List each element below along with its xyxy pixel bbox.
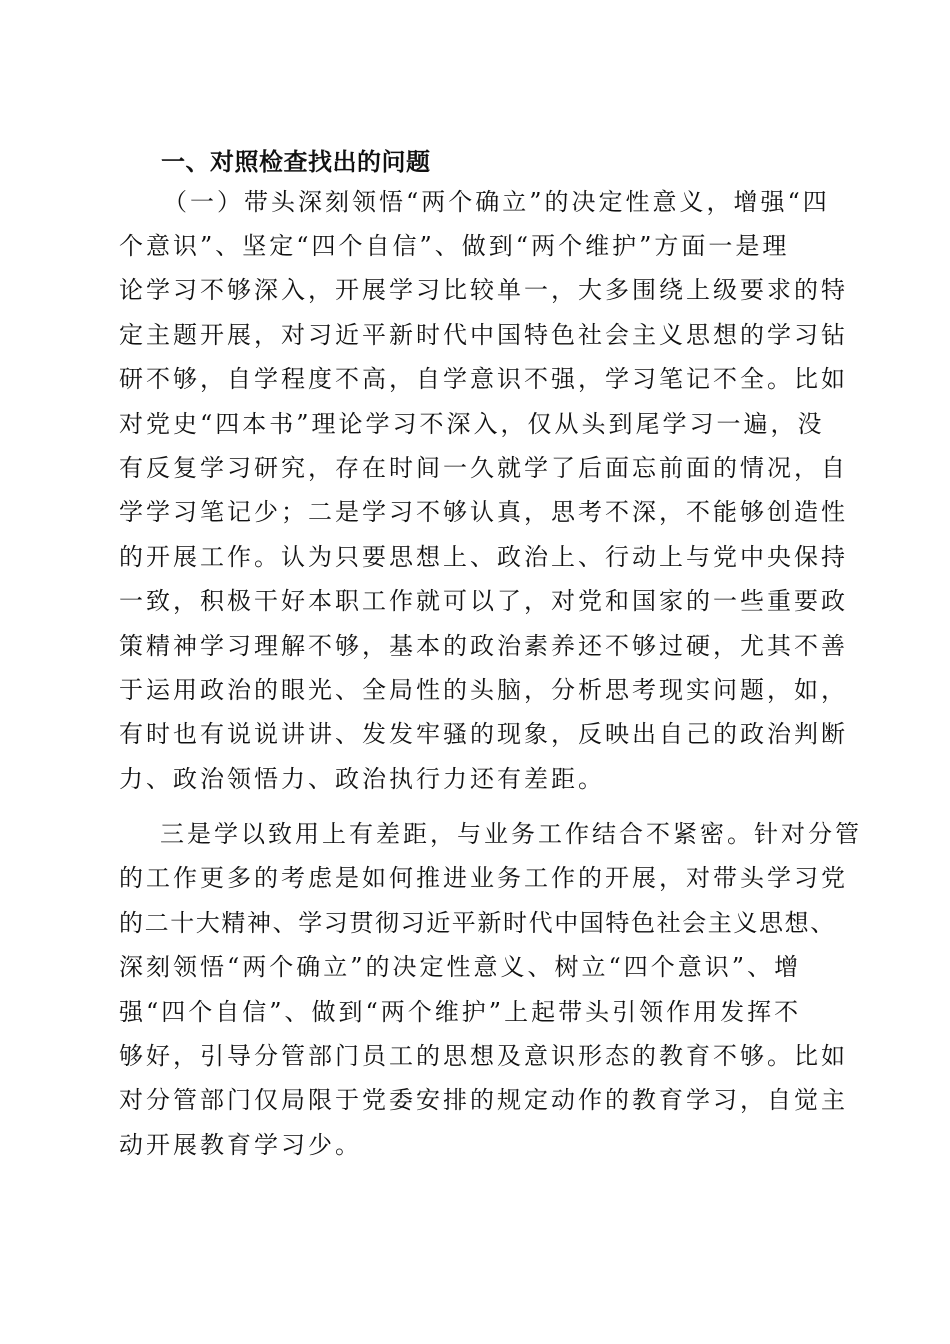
text-line: 动开展教育学习少。 xyxy=(119,1131,362,1159)
text-line: 有反复学习研究，存在时间一久就学了后面忘前面的情况，自 xyxy=(119,454,848,482)
text-line: 一致，积极干好本职工作就可以了，对党和国家的一些重要政 xyxy=(119,587,848,615)
text-line: 的开展工作。认为只要思想上、政治上、行动上与党中央保持 xyxy=(119,543,848,571)
text-line: 够好，引导分管部门员工的思想及意识形态的教育不够。比如 xyxy=(119,1042,848,1070)
text-line: 于运用政治的眼光、全局性的头脑，分析思考现实问题，如， xyxy=(119,676,848,704)
text-line: 对党史“四本书”理论学习不深入，仅从头到尾学习一遍，没 xyxy=(119,410,825,438)
text-line: 论学习不够深入，开展学习比较单一，大多围绕上级要求的特 xyxy=(119,276,848,304)
section-heading: 一、对照检查找出的问题 xyxy=(161,148,431,176)
text-line: 学学习笔记少；二是学习不够认真，思考不深，不能够创造性 xyxy=(119,498,848,526)
text-line: 个意识”、坚定“四个自信”、做到“两个维护”方面一是理 xyxy=(119,232,790,260)
text-line: 深刻领悟“两个确立”的决定性意义、树立“四个意识”、增 xyxy=(119,953,802,981)
text-line: 对分管部门仅局限于党委安排的规定动作的教育学习，自觉主 xyxy=(119,1086,848,1114)
text-line: 研不够，自学程度不高，自学意识不强，学习笔记不全。比如 xyxy=(119,365,848,393)
text-line: 三是学以致用上有差距，与业务工作结合不紧密。针对分管 xyxy=(160,820,862,848)
text-line: 力、政治领悟力、政治执行力还有差距。 xyxy=(119,765,605,793)
text-line: 策精神学习理解不够，基本的政治素养还不够过硬，尤其不善 xyxy=(119,632,848,660)
text-line: 有时也有说说讲讲、发发牢骚的现象，反映出自己的政治判断 xyxy=(119,720,848,748)
text-line: 的工作更多的考虑是如何推进业务工作的开展，对带头学习党 xyxy=(119,864,848,892)
text-line: （一）带头深刻领悟“两个确立”的决定性意义，增强“四 xyxy=(163,188,830,216)
text-line: 定主题开展，对习近平新时代中国特色社会主义思想的学习钻 xyxy=(119,321,848,349)
text-line: 强“四个自信”、做到“两个维护”上起带头引领作用发挥不 xyxy=(119,998,802,1026)
text-line: 的二十大精神、学习贯彻习近平新时代中国特色社会主义思想、 xyxy=(119,909,836,937)
